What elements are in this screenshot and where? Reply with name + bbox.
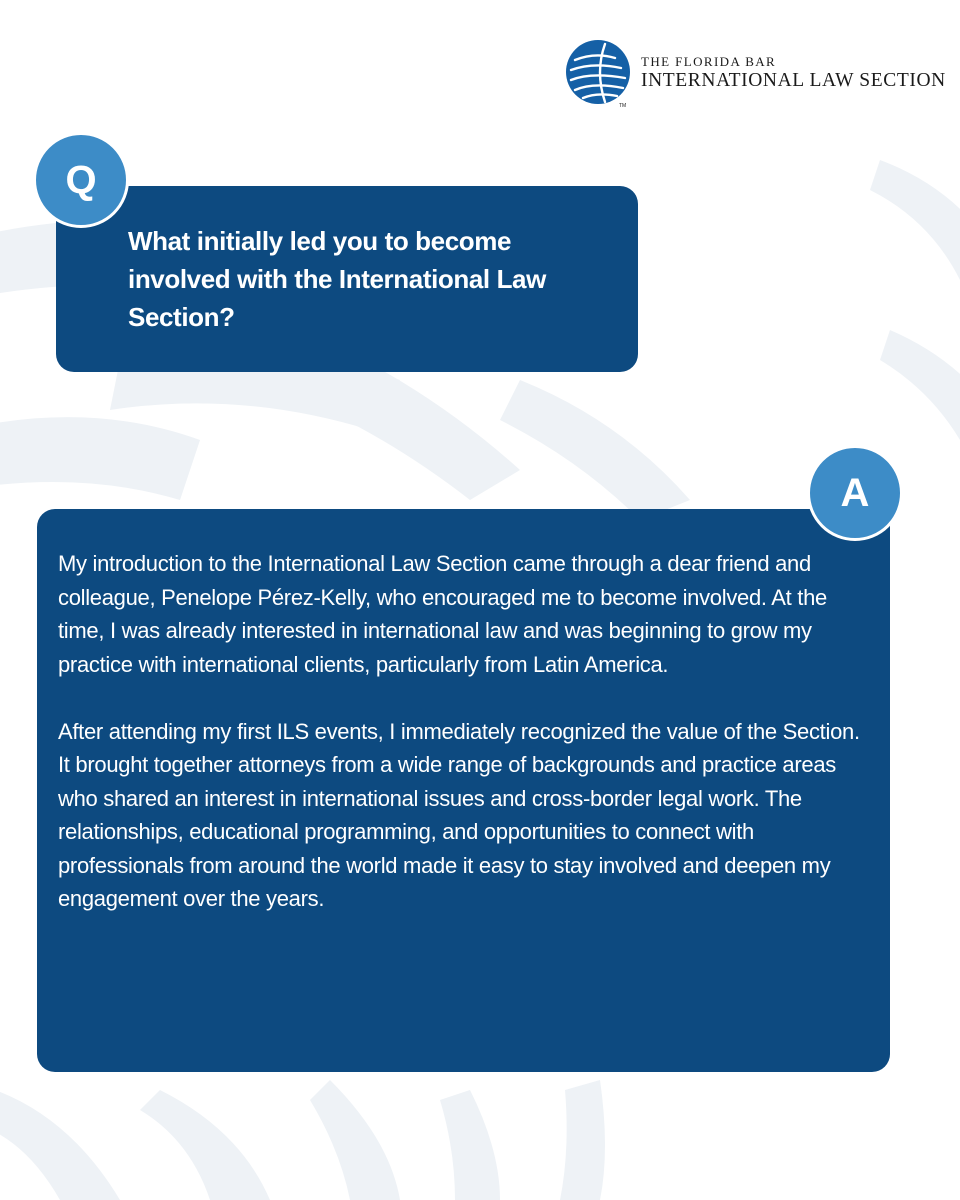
answer-badge: A [807,445,903,541]
question-text: What initially led you to become involved with the International Law Section? [128,226,546,332]
answer-paragraph: My introduction to the International Law Section came through a dear friend and colleague, Penelope Pérez-Kelly, who encouraged me to become involved. At the time, I was already interested in international law and was beginning to grow my practice with international clients, particularly from Latin America. [58,551,827,677]
question-panel [56,186,638,372]
trademark-mark: TM [619,103,627,108]
answer-panel [37,509,890,1072]
answer-paragraph: After attending my first ILS events, I immediately recognized the value of the Section. It brought together attorneys from a wide range of backgrounds and practice areas who shared an interest in international issues and cross-border legal work. The relationships, educational programming, and opportunities to connect with professionals from around the world made it easy to stay involved and deepen my engagement over the years. [58,718,860,911]
answer-body [58,547,868,949]
logo-line-1: THE FLORIDA BAR [641,54,777,69]
globe-logo-icon [565,38,631,108]
logo-line-2: INTERNATIONAL LAW SECTION [641,70,946,91]
florida-bar-logo [565,38,946,108]
question-badge: Q [33,132,129,228]
logo-text [641,54,946,92]
